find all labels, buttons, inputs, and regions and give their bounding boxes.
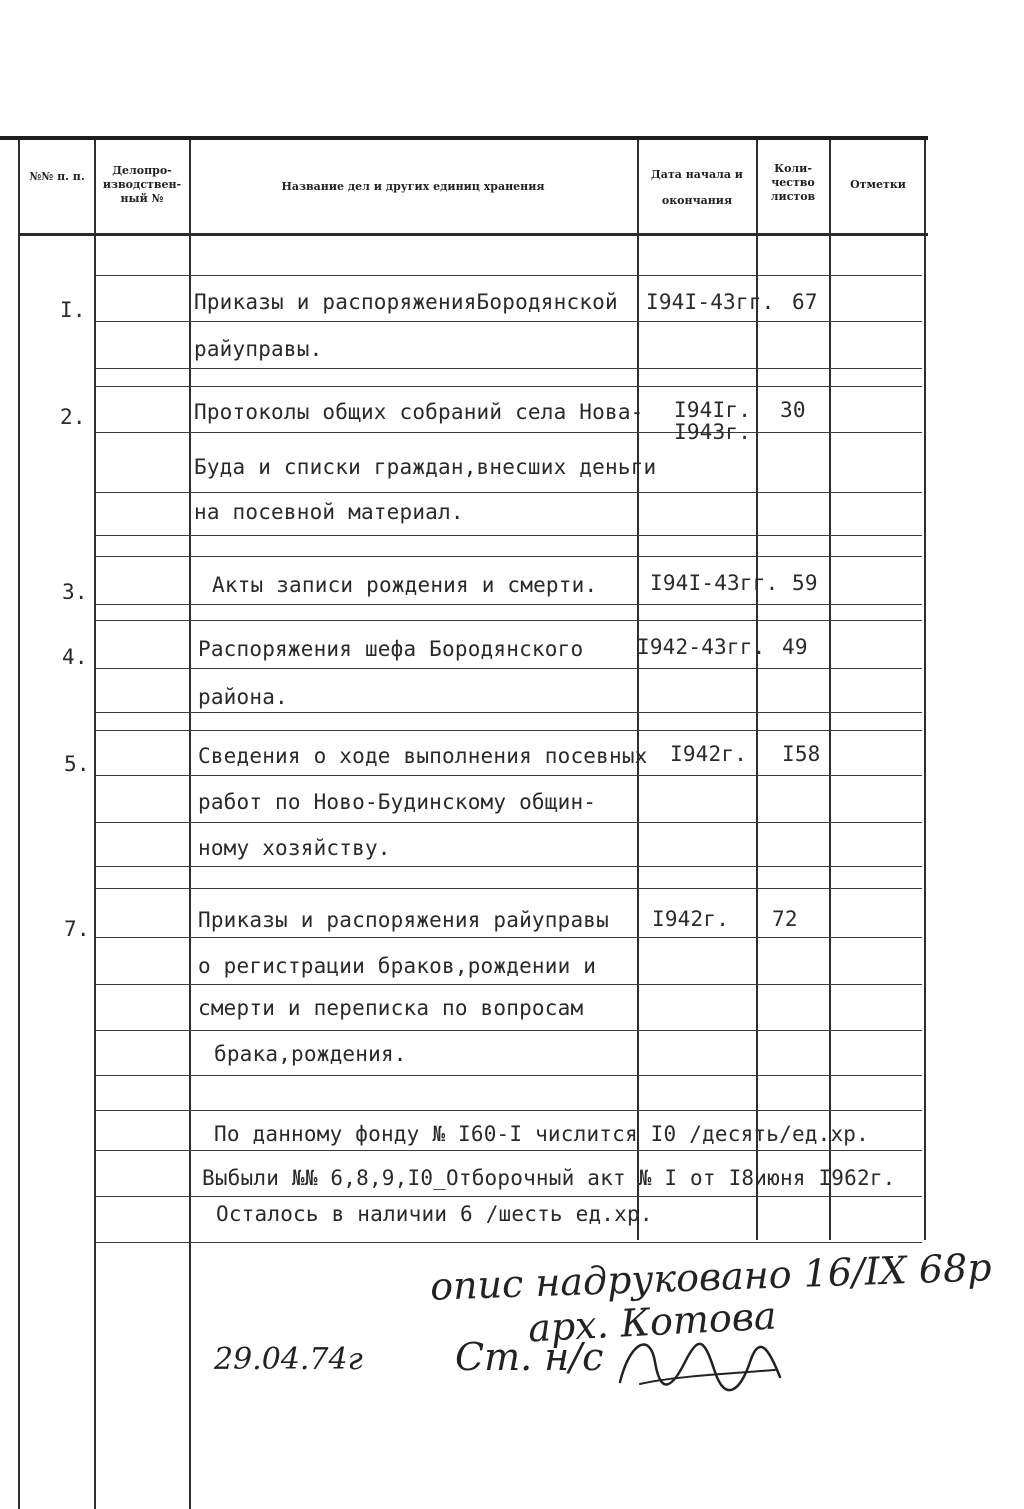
row-title-line: брака,рождения. xyxy=(214,1042,407,1066)
ruled-line xyxy=(96,368,922,369)
ruled-line xyxy=(96,668,922,669)
row-count: 67 xyxy=(792,290,818,314)
row-number: 5. xyxy=(64,752,90,776)
row-title-line: Буда и списки граждан,внесших деньги xyxy=(194,455,657,479)
row-dates: I942г. xyxy=(670,742,748,766)
ruled-line xyxy=(96,712,922,713)
ruled-line xyxy=(96,321,922,322)
ruled-line xyxy=(96,1196,922,1197)
handwritten-note-printed: опис надруковано 16/IX 68р xyxy=(429,1245,993,1309)
col-divider xyxy=(189,140,191,1509)
summary-line-total: По данному фонду № I60-I числится I0 /десять/ед.хр. xyxy=(214,1122,869,1146)
row-number: 2. xyxy=(60,405,86,429)
ruled-line xyxy=(96,888,922,889)
row-title-line: работ по Ново-Будинскому общин- xyxy=(198,790,597,814)
row-title-line: о регистрации браков,рождении и xyxy=(198,954,597,978)
header-col-title: Название дел и других единиц хранения xyxy=(281,180,545,193)
ruled-line xyxy=(96,620,922,621)
row-count: 72 xyxy=(772,907,798,931)
row-number: 7. xyxy=(64,917,90,941)
row-title-line: райуправы. xyxy=(194,337,323,361)
row-count: I58 xyxy=(782,742,821,766)
ruled-line xyxy=(96,775,922,776)
ruled-line xyxy=(96,730,922,731)
header-col-office-no: Делопро- изводствен- ный № xyxy=(102,164,182,205)
ruled-line xyxy=(96,937,922,938)
col-divider xyxy=(18,140,20,1509)
ruled-line xyxy=(96,432,922,433)
ruled-line xyxy=(96,604,922,605)
ruled-line xyxy=(96,275,922,276)
row-title-line: Сведения о ходе выполнения посевных xyxy=(198,744,648,768)
row-dates: I94I-43гг. xyxy=(650,571,779,595)
row-count: 49 xyxy=(782,635,808,659)
header-col-no: №№ п. п. xyxy=(29,170,85,183)
ruled-line xyxy=(96,1242,922,1243)
summary-line-remaining: Осталось в наличии 6 /шесть ед.хр. xyxy=(216,1202,653,1226)
row-title-line: района. xyxy=(198,685,288,709)
row-title-line: Приказы и распоряжения райуправы xyxy=(198,908,609,932)
row-title-line: Протоколы общих собраний села Нова- xyxy=(194,400,644,424)
row-number: 3. xyxy=(62,580,88,604)
ruled-line xyxy=(96,1030,922,1031)
signature-scribble xyxy=(610,1322,790,1402)
row-title-line: смерти и переписка по вопросам xyxy=(198,996,584,1020)
row-dates: I942г. xyxy=(652,907,730,931)
col-divider xyxy=(924,140,926,1240)
col-divider xyxy=(94,140,96,1509)
summary-line-removed: Выбыли №№ 6,8,9,I0_Отборочный акт № I от I8июня I962г. xyxy=(202,1166,896,1190)
header-col-count: Коли- чество листов xyxy=(770,162,816,203)
row-dates-end: I943г. xyxy=(674,420,752,444)
row-count: 30 xyxy=(780,398,806,422)
ruled-line xyxy=(96,1110,922,1111)
ruled-line xyxy=(96,866,922,867)
ruled-line xyxy=(96,1150,922,1151)
header-col-notes: Отметки xyxy=(850,178,906,191)
row-number: I. xyxy=(60,298,86,322)
row-title-line: Распоряжения шефа Бородянского xyxy=(198,637,584,661)
ruled-line xyxy=(96,386,922,387)
header-col-dates: Дата начала и окончания xyxy=(651,168,743,207)
ruled-line xyxy=(96,984,922,985)
handwritten-initials: Ст. н/с xyxy=(455,1335,604,1379)
row-title-line: Приказы и распоряженияБородянской xyxy=(194,290,618,314)
row-title-line: Акты записи рождения и смерти. xyxy=(212,573,598,597)
row-title-line: на посевной материал. xyxy=(194,500,464,524)
ruled-line xyxy=(96,535,922,536)
table-top-border xyxy=(0,136,928,140)
row-title-line: ному хозяйству. xyxy=(198,836,391,860)
header-bottom-border xyxy=(18,233,928,236)
row-number: 4. xyxy=(62,645,88,669)
row-dates: I942-43гг. xyxy=(637,635,766,659)
row-dates: I94Iг. xyxy=(674,398,752,422)
row-count: 59 xyxy=(792,571,818,595)
handwritten-note-archivist: арх. Котова xyxy=(527,1293,778,1351)
row-dates: I94I-43гг. xyxy=(646,290,775,314)
ruled-line xyxy=(96,556,922,557)
ruled-line xyxy=(96,492,922,493)
ruled-line xyxy=(96,822,922,823)
handwritten-date: 29.04.74г xyxy=(214,1342,363,1377)
ruled-line xyxy=(96,1075,922,1076)
